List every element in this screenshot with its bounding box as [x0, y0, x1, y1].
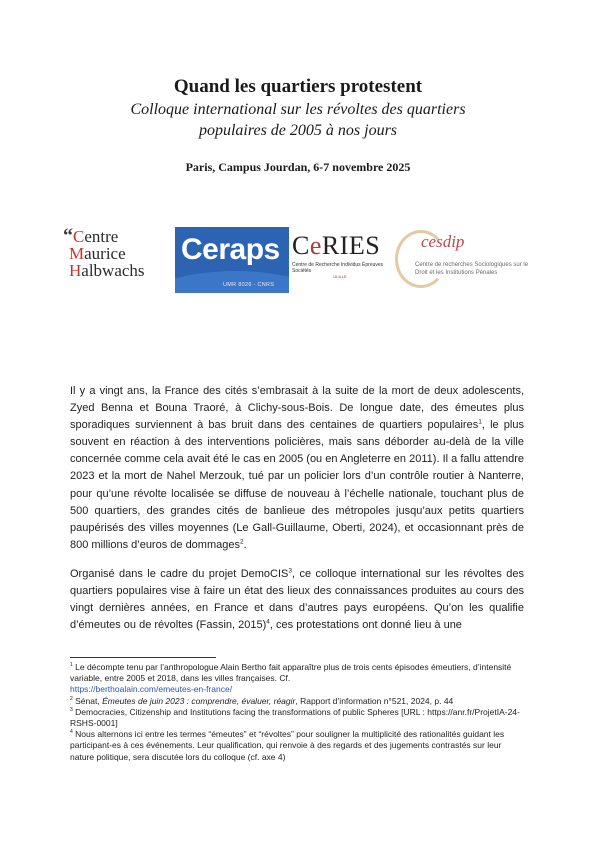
footnotes — [70, 662, 524, 763]
footnote-4: $^4$ Nous alternons ici entre les termes “émeutes” et “révoltes” pour souligner la multiplicité des rationalités guidant les participant-es à ces événements. Leur qualification, qui renvoie à des regards et des jugements contrastés sur leur nature politique, sera discutée lors du colloque (cf. axe 4) — [70, 729, 505, 762]
ceraps-logo-tag: UMR 8026 - CNRS — [223, 282, 275, 288]
footnote-3: $^3$ Democracies, Citizenship and Institutions facing the transformations of public Spheres [URL : https://anr.fr/ProjetIA-24-RSHS-0001] — [70, 706, 520, 729]
footnote-1: $^1$ Le décompte tenu par l’anthropologue Alain Bertho fait apparaître plus de trois cents épisodes émeutiers, d’intensité variable, entre 2005 et 2018, dans les villes françaises. Cf. https://berthoalain.com/emeutes-en-france/ — [70, 662, 512, 695]
event-dateline: Paris, Campus Jourdan, 6-7 novembre 2025 — [185, 160, 411, 174]
ceries-logo — [292, 231, 388, 279]
centre-maurice-halbwachs-logo: “Centre Maurice Halbwachs — [63, 225, 145, 280]
ceraps-logo — [175, 227, 289, 293]
footnote-ref-1[interactable]: 1 — [478, 418, 482, 426]
cesdip-logo-word: cesdip — [421, 232, 465, 251]
subtitle-line-2: populaires de 2005 à nos jours — [198, 122, 398, 139]
cesdip-logo-tag: Centre de recherches Sociologiques sur le Droit et les Institutions Pénales — [415, 262, 529, 276]
footnote-1-link[interactable]: https://berthoalain.com/emeutes-en-france/ — [70, 684, 233, 695]
cesdip-logo — [395, 228, 530, 286]
footnote-ref-3[interactable]: 3 — [288, 567, 293, 575]
footnote-separator — [70, 657, 216, 658]
body-paragraph-1: Il y a vingt ans, la France des cités s’embrasait à la suite de la mort de deux adolescents, Zyed Benna et Bouna Traoré, à Clichy-sous-Bois. De longue date, des émeutes plus sporadiques surviennent à bas bruit dans des centaines de quartiers populaires$^1$, le plus souvent en réaction à des interventions policières, mais sans déborder au-delà de la ville concernée comme cela avait été le cas en 2005 (ou en Angleterre en 2011). Il a fallu attendre 2023 et la mort de Nahel Merzouk, tué par un policier lors d’un contrôle routier à Nanterre, pour qu’une révolte localisée se diffuse de nouveau à l’échelle nationale, touchant plus de 500 quartiers, des grandes cités de banlieue des métropoles jusqu’aux petits quartiers paupérisés des villes moyennes (Le Gall-Guillaume, Oberti, 2024), et occasionnant près de 800 millions d’euros de dommages$^2$. — [70, 385, 524, 551]
ceries-logo-tag: Centre de Recherche Individus Épreuves Sociétés — [292, 262, 384, 274]
footnote-2: $^2$ Sénat, Émeutes de juin 2023 : comprendre, évaluer, réagir, Rapport d’information n°521, 2024, p. 44 — [70, 695, 454, 706]
ceries-logo-tag-2: ULILLE — [333, 274, 347, 279]
body-paragraph-2: Organisé dans le cadre du projet DemoCIS$^3$, ce colloque international sur les révoltes des quartiers populaires vise à faire un état des lieux des connaissances produites au cours des vingt dernières années, en France et dans d’autres pays européens. Qu’on les qualifie d’émeutes ou de révoltes (Fassin, 2015)$^4$, ces protestations ont donné lieu à une — [70, 567, 524, 632]
footnote-ref-2[interactable]: 2 — [239, 538, 244, 546]
ceries-logo-word: CeRIES — [292, 231, 381, 260]
subtitle-line-1: Colloque international sur les révoltes des quartiers — [130, 101, 466, 118]
document-title: Quand les quartiers protestent — [173, 76, 423, 97]
ceraps-logo-word: Ceraps — [181, 233, 280, 266]
document-subtitle — [80, 99, 516, 141]
footnote-ref-4[interactable]: 4 — [266, 618, 270, 626]
